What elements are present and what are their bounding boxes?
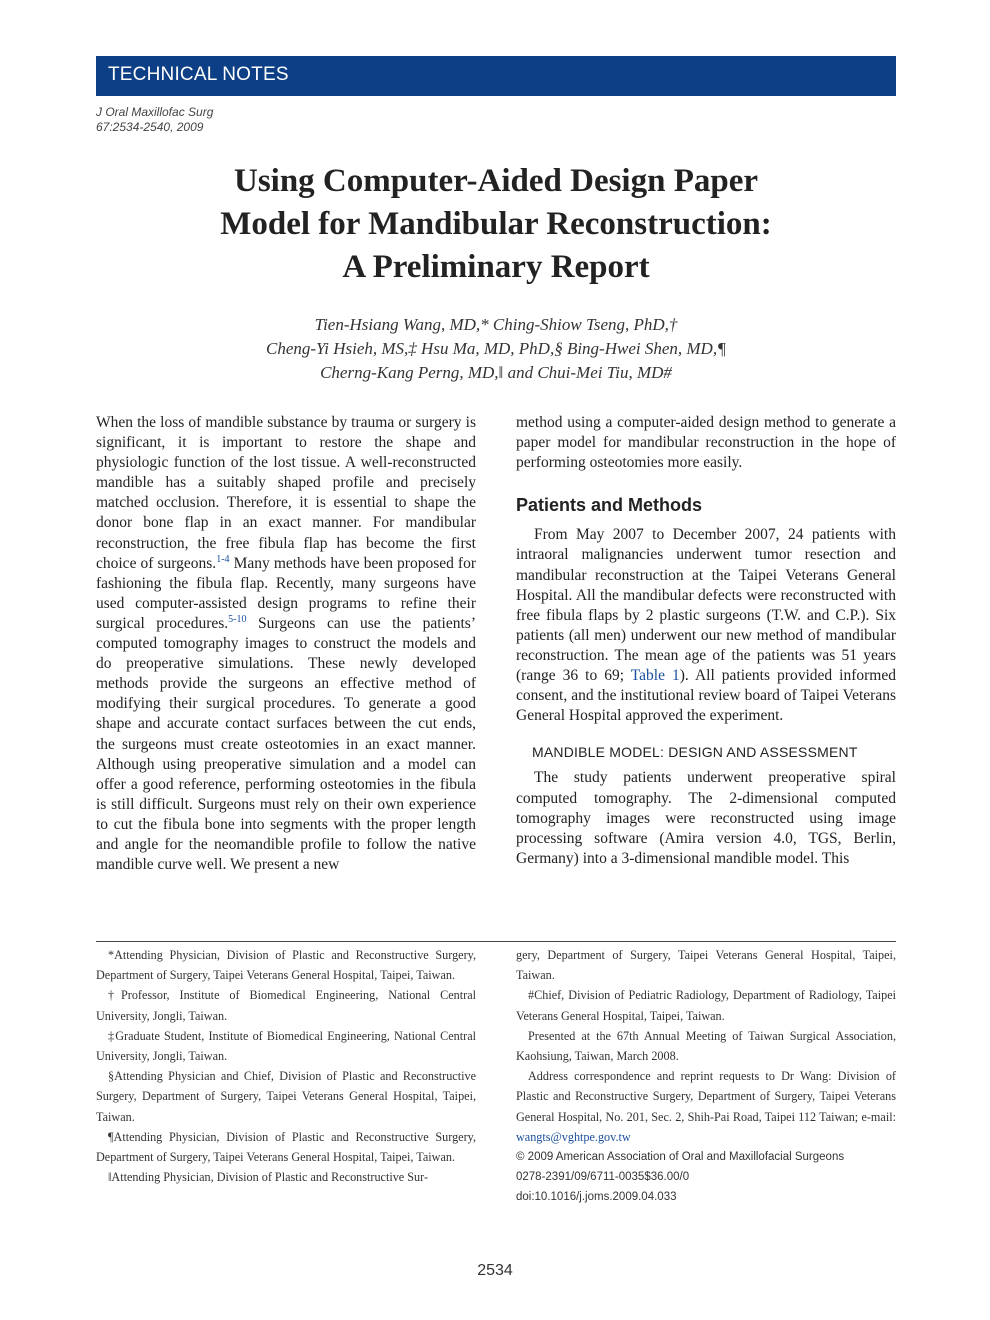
footnote: Presented at the 67th Annual Meeting of Taiwan Surgical Association, Kaohsiung, Taiwan, March 2008. [516, 1028, 896, 1064]
doi-line[interactable]: doi:10.1016/j.joms.2009.04.033 [516, 1191, 677, 1204]
journal-name: J Oral Maxillofac Surg [96, 105, 214, 119]
table-link[interactable]: Table 1 [630, 667, 680, 685]
journal-citation [96, 105, 213, 135]
footnote: #Chief, Division of Pediatric Radiology, Department of Radiology, Taipei Veterans General Hospital, Taipei, Taiwan. [516, 988, 896, 1023]
intro-text-a: When the loss of mandible substance by trauma or surgery is significant, it is important to restore the shape and physiologic function of the lost tissue. A well-reconstructed mandible has a suitably shaped profile and precisely matched occlusion. Therefore, it is essential to shape the donor bone flap in an exact manner. For mandibular reconstruction, the free fibula flap has become the first choice of surgeons. [96, 414, 476, 572]
authors-line-1: Tien-Hsiang Wang, MD,* Ching-Shiow Tseng, PhD,† [314, 315, 678, 334]
subsection-heading: MANDIBLE MODEL: DESIGN AND ASSESSMENT [532, 744, 858, 761]
issn-line: 0278-2391/09/6711-0035$36.00/0 [516, 1171, 690, 1184]
article-title [96, 160, 896, 289]
intro-text-b: Many methods have been proposed for fashioning the fibula flap. Recently, many surgeons have used computer-assisted design programs to refine their surgical procedures. [96, 554, 476, 632]
footnote-continuation: gery, Department of Surgery, Taipei Veterans General Hospital, Taipei, Taiwan. [516, 948, 896, 983]
model-paragraph: The study patients underwent preoperative spiral computed tomography. The 2-dimensional computed tomography images were reconstructed using image processing software (Amira version 4.0, TGS, Berlin, Germany) into a 3-dimensional mandible model. This [516, 769, 896, 867]
page-number: 2534 [477, 1262, 513, 1279]
section-heading: Patients and Methods [516, 495, 703, 516]
reference-link[interactable]: 5-10 [228, 613, 247, 625]
methods-text-b: ). All patients provided informed consent, and the institutional review board of Taipei Veterans General Hospital approved the experiment. [516, 667, 896, 725]
intro-continuation: method using a computer-aided design method to generate a paper model for mandibular reconstruction in the hope of performing osteotomies more easily. [516, 414, 896, 472]
footnotes-right [516, 945, 896, 1208]
section-banner: TECHNICAL NOTES [96, 56, 896, 96]
email-link[interactable]: wangts@vghtpe.gov.tw [516, 1129, 631, 1144]
correspondence-note [516, 1066, 896, 1147]
footnote: ‖Attending Physician, Division of Plastic and Reconstructive Sur- [108, 1170, 429, 1185]
methods-text-a: From May 2007 to December 2007, 24 patients with intraoral malignancies underwent tumor resection and mandibular reconstruction at the Taipei Veterans General Hospital. All the mandibular defects were reconstructed with free fibula flaps by 2 plastic surgeons (T.W. and C.P.). Six patients (all men) underwent our new method of mandibular reconstruction. The mean age of the patients was 51 years (range 36 to 69; [516, 526, 896, 685]
title-line-2: Model for Mandibular Reconstruction: [220, 206, 772, 242]
footnote: *Attending Physician, Division of Plastic and Reconstructive Surgery, Department of Surgery, Taipei Veterans General Hospital, Taipei, Taiwan. [96, 948, 476, 983]
reference-link[interactable]: 1-4 [216, 553, 230, 565]
copyright-line: © 2009 American Association of Oral and Maxillofacial Surgeons [516, 1151, 845, 1164]
footnotes-left [96, 945, 476, 1187]
footnote: §Attending Physician and Chief, Division of Plastic and Reconstructive Surgery, Department of Surgery, Taipei Veterans General Hospital, Taipei, Taiwan. [96, 1069, 476, 1124]
footnote: †Professor, Institute of Biomedical Engineering, National Central University, Jongli, Taiwan. [96, 988, 476, 1023]
title-line-3: A Preliminary Report [342, 249, 650, 285]
intro-paragraph [96, 413, 476, 875]
footnote: ‡Graduate Student, Institute of Biomedical Engineering, National Central University, Jongli, Taiwan. [96, 1028, 476, 1064]
intro-text-c: Surgeons can use the patients’ computed tomography images to construct the models and do preoperative simulations. These newly developed methods provide the surgeons an effective method of modifying their surgical procedures. To generate a good shape and accurate contact surfaces between the cut ends, the surgeons must create osteotomies in an exact manner. Although using preoperative simulation and a model can offer a good reference, performing osteotomies in the fibula is still difficult. Surgeons must rely on their own experience to cut the fibula bone into segments with the proper length and angle for the neomandible profile to follow the native mandible curve well. We present a new [96, 614, 476, 874]
authors-line-3: Cherng-Kang Perng, MD,‖ and Chui-Mei Tiu, MD# [320, 363, 672, 382]
title-line-1: Using Computer-Aided Design Paper [233, 163, 759, 199]
body-column-right [516, 413, 896, 869]
authors-line-2: Cheng-Yi Hsieh, MS,‡ Hsu Ma, MD, PhD,§ Bing-Hwei Shen, MD,¶ [266, 339, 726, 358]
methods-paragraph [516, 525, 896, 726]
journal-volume: 67:2534-2540, 2009 [96, 120, 204, 134]
footnote-divider [96, 941, 896, 942]
author-list [96, 313, 896, 385]
correspondence-text: Address correspondence and reprint requests to Dr Wang: Division of Plastic and Reconstructive Surgery, Department of Surgery, Taipei Veterans General Hospital, No. 201, Sec. 2, Shih-Pai Road, Taipei 112 Taiwan; e-mail: [516, 1069, 896, 1124]
footnote: ¶Attending Physician, Division of Plastic and Reconstructive Surgery, Department of Surgery, Taipei Veterans General Hospital, Taipei, Taiwan. [96, 1129, 476, 1165]
body-column-left [96, 413, 476, 875]
